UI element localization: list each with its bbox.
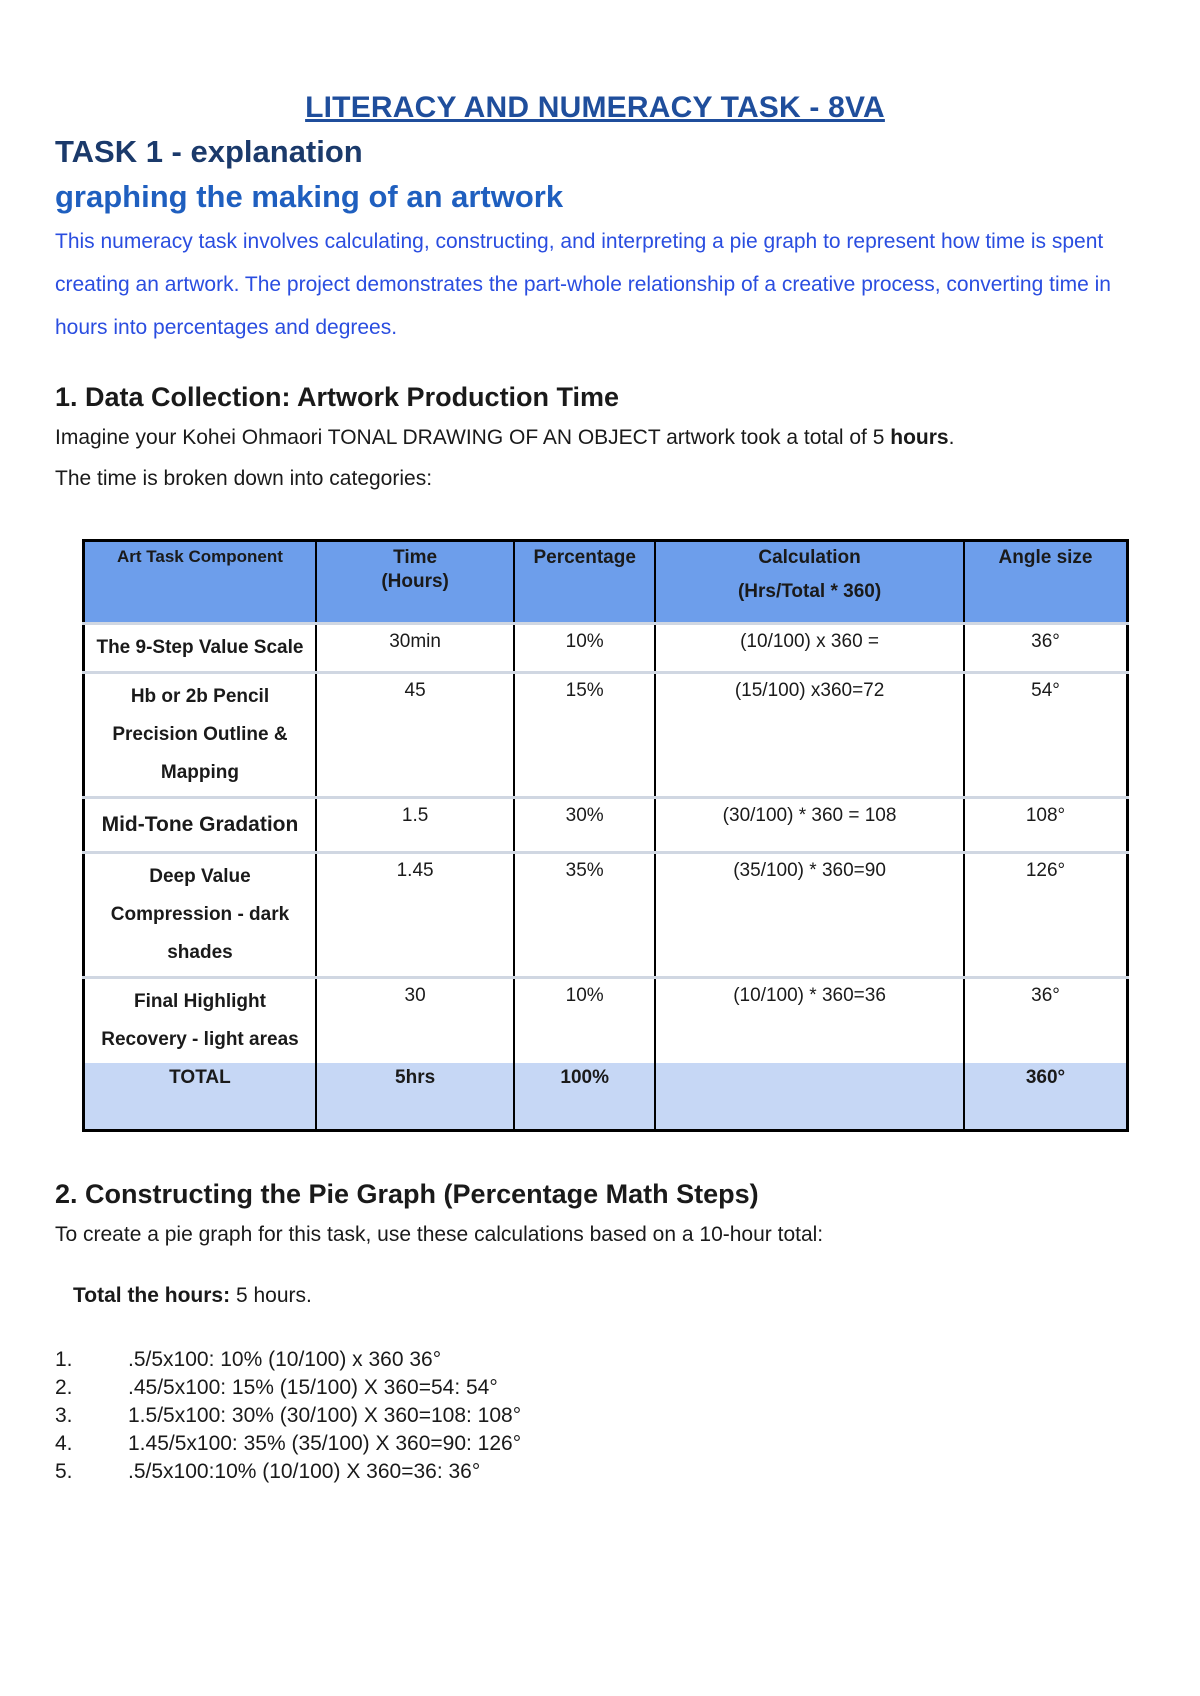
- header-time-line2: (Hours): [381, 571, 449, 592]
- list-item: [55, 1458, 1135, 1486]
- row-component: Final Highlight Recovery - light areas: [84, 978, 316, 1064]
- total-calculation: [655, 1063, 964, 1131]
- section-1-paragraph: [55, 417, 1135, 499]
- list-item: [55, 1430, 1135, 1458]
- section-1-hours-bold: hours: [890, 426, 949, 449]
- table-row: [84, 624, 1128, 673]
- row-component: Mid-Tone Gradation: [84, 798, 316, 853]
- section-1-heading: 1. Data Collection: Artwork Production Time: [55, 382, 620, 412]
- row-time: 30min: [316, 624, 514, 673]
- row-component: The 9-Step Value Scale: [84, 624, 316, 673]
- total-component: TOTAL: [84, 1063, 316, 1131]
- time-table-wrapper: [82, 539, 1135, 1132]
- total-time: 5hrs: [316, 1063, 514, 1131]
- header-time: [316, 541, 514, 624]
- header-component: Art Task Component: [84, 541, 316, 624]
- table-row: [84, 673, 1128, 798]
- table-total-row: [84, 1063, 1128, 1131]
- row-time: 1.5: [316, 798, 514, 853]
- step-text: 1.5/5x100: 30% (30/100) X 360=108: 108°: [128, 1404, 522, 1427]
- step-number: 1.: [55, 1348, 73, 1371]
- row-angle: 54°: [964, 673, 1127, 798]
- row-angle: 108°: [964, 798, 1127, 853]
- time-breakdown-table: [82, 539, 1129, 1132]
- step-text: .5/5x100: 10% (10/100) x 360 36°: [128, 1348, 442, 1371]
- section-2-paragraph: To create a pie graph for this task, use these calculations based on a 10-hour total:: [55, 1223, 824, 1246]
- table-row: [84, 978, 1128, 1064]
- row-angle: 36°: [964, 624, 1127, 673]
- document-title: LITERACY AND NUMERACY TASK - 8VA: [305, 91, 885, 124]
- step-number: 5.: [55, 1460, 73, 1483]
- steps-list: [55, 1346, 1135, 1486]
- header-calc-line2: (Hrs/Total * 360): [737, 581, 882, 602]
- row-percentage: 10%: [514, 624, 655, 673]
- document-page: [55, 88, 1135, 1486]
- row-percentage: 15%: [514, 673, 655, 798]
- total-hours-line: [73, 1275, 1135, 1316]
- header-angle: Angle size: [964, 541, 1127, 624]
- section-1-period: .: [948, 426, 955, 449]
- table-row: [84, 798, 1128, 853]
- row-calculation: (10/100) x 360 =: [655, 624, 964, 673]
- row-percentage: 35%: [514, 853, 655, 978]
- total-percentage: 100%: [514, 1063, 655, 1131]
- table-row: [84, 853, 1128, 978]
- step-number: 3.: [55, 1404, 73, 1427]
- total-angle: 360°: [964, 1063, 1127, 1131]
- row-calculation: (30/100) * 360 = 108: [655, 798, 964, 853]
- row-calculation: (35/100) * 360=90: [655, 853, 964, 978]
- row-calculation: (10/100) * 360=36: [655, 978, 964, 1064]
- intro-paragraph: This numeracy task involves calculating, constructing, and interpreting a pie graph to represent how time is spent creating an artwork. The project demonstrates the part-whole relationship of a creative process, converting time in hours into percentages and degrees.: [55, 230, 1111, 339]
- section-1-text: Imagine your Kohei Ohmaori TONAL DRAWING OF AN OBJECT artwork took a total of 5: [55, 426, 891, 449]
- step-text: 1.45/5x100: 35% (35/100) X 360=90: 126°: [128, 1432, 522, 1455]
- step-text: .45/5x100: 15% (15/100) X 360=54: 54°: [128, 1376, 498, 1399]
- row-time: 1.45: [316, 853, 514, 978]
- total-hours-value: 5 hours.: [230, 1284, 312, 1307]
- task-heading: TASK 1 - explanation: [55, 134, 363, 169]
- step-number: 4.: [55, 1432, 73, 1455]
- row-time: 30: [316, 978, 514, 1064]
- task-subheading: graphing the making of an artwork: [55, 179, 564, 214]
- row-time: 45: [316, 673, 514, 798]
- row-calculation: (15/100) x360=72: [655, 673, 964, 798]
- row-component: Deep Value Compression - dark shades: [84, 853, 316, 978]
- step-text: .5/5x100:10% (10/100) X 360=36: 36°: [128, 1460, 481, 1483]
- header-time-line1: Time: [393, 547, 438, 568]
- row-angle: 36°: [964, 978, 1127, 1064]
- list-item: [55, 1402, 1135, 1430]
- list-item: [55, 1346, 1135, 1374]
- row-component: Hb or 2b Pencil Precision Outline & Mapping: [84, 673, 316, 798]
- header-percentage: Percentage: [514, 541, 655, 624]
- header-calc-line1: Calculation: [758, 547, 861, 568]
- table-header-row: [84, 541, 1128, 624]
- row-percentage: 30%: [514, 798, 655, 853]
- header-calculation: [655, 541, 964, 624]
- section-1-text-line2: The time is broken down into categories:: [55, 467, 433, 490]
- row-percentage: 10%: [514, 978, 655, 1064]
- step-number: 2.: [55, 1376, 73, 1399]
- total-hours-label: Total the hours:: [73, 1284, 231, 1307]
- section-2-heading: 2. Constructing the Pie Graph (Percentage Math Steps): [55, 1179, 759, 1209]
- row-angle: 126°: [964, 853, 1127, 978]
- list-item: [55, 1374, 1135, 1402]
